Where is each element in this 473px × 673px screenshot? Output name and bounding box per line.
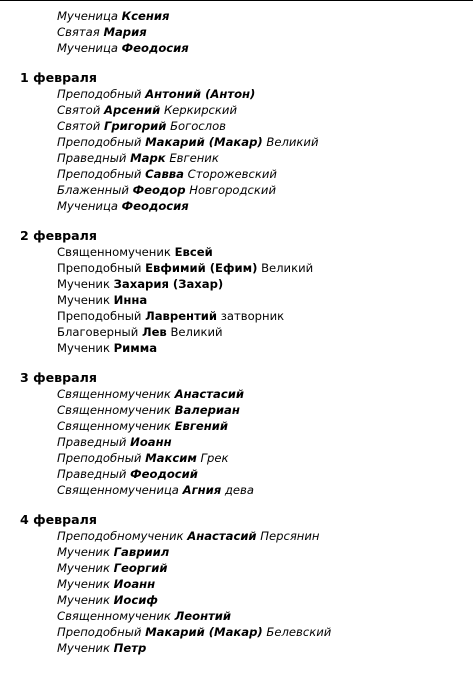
saint-title: Преподобный [57,135,142,149]
saint-title: Мученик [57,641,110,655]
saint-title: Мученик [57,593,110,607]
saint-title: Священномученик [57,419,171,433]
saint-entry [57,244,473,260]
saint-entry [57,260,473,276]
saint-title: Праведный [57,467,127,481]
saint-epithet: Белевский [266,625,332,639]
saint-name: Макарий (Макар) [145,625,263,639]
saint-title: Святая [57,25,100,39]
date-heading: 4 февраля [20,512,97,527]
saint-entry [57,386,473,402]
saint-name: Лаврентий [145,309,218,323]
saint-name: Арсений [103,103,161,117]
saint-entry [57,576,473,592]
saint-name: Феодор [132,183,186,197]
saints-list [0,244,473,356]
saint-epithet: Евгеник [169,151,219,165]
saint-name: Евсей [174,245,213,259]
saint-entry [57,308,473,324]
saint-name: Иоанн [113,577,156,591]
saint-name: Гавриил [113,545,170,559]
saint-epithet: Новгородский [189,183,276,197]
saint-title: Священномученик [57,245,171,259]
saint-title: Мученик [57,293,110,307]
saint-name: Петр [113,641,147,655]
saint-entry [57,198,473,214]
saint-title: Праведный [57,151,127,165]
saint-name: Иоанн [130,435,172,449]
saint-name: Марк [130,151,166,165]
day-section [0,512,473,656]
saint-title: Блаженный [57,183,129,197]
saint-name: Савва [145,167,184,181]
saints-list [0,386,473,498]
saint-entry [57,640,473,656]
day-section [0,8,473,56]
saint-epithet: Сторожевский [187,167,277,181]
saint-title: Праведный [57,435,127,449]
saint-name: Евгений [174,419,229,433]
saint-epithet: Великий [261,261,314,275]
day-section [0,70,473,214]
day-section [0,370,473,498]
saint-entry [57,134,473,150]
saint-entry [57,560,473,576]
saint-name: Феодосий [130,467,198,481]
saint-name: Ксения [121,9,170,23]
saint-title: Мученица [57,9,118,23]
top-rule [0,0,473,1]
saints-list [0,528,473,656]
saint-name: Лев [141,325,167,339]
saint-name: Валериан [174,403,240,417]
saint-title: Преподобный [57,309,142,323]
saint-entry [57,340,473,356]
saint-title: Священномученик [57,387,171,401]
saint-name: Агния [182,483,222,497]
saint-entry [57,276,473,292]
saint-name: Евфимий (Ефим) [145,261,258,275]
date-heading: 1 февраля [20,70,97,85]
saints-list [0,8,473,56]
saint-name: Максим [145,451,197,465]
day-section [0,228,473,356]
saint-title: Мученица [57,41,118,55]
saint-title: Мученик [57,545,110,559]
saint-entry [57,292,473,308]
saint-entry [57,544,473,560]
saint-title: Преподобный [57,451,142,465]
saint-epithet: Великий [266,135,319,149]
saint-title: Мученица [57,199,118,213]
saint-entry [57,86,473,102]
saint-title: Мученик [57,341,110,355]
saint-name: Леонтий [174,609,232,623]
saint-name: Феодосия [121,41,189,55]
saint-name: Георгий [113,561,168,575]
saint-entry [57,608,473,624]
saint-epithet: дева [224,483,254,497]
saint-epithet: Грек [200,451,229,465]
saint-name: Антоний (Антон) [145,87,256,101]
saint-title: Священномученик [57,609,171,623]
saints-list [0,86,473,214]
saint-name: Захария (Захар) [113,277,224,291]
saint-name: Иосиф [113,593,158,607]
saint-title: Мученик [57,577,110,591]
saint-entry [57,118,473,134]
saint-name: Инна [113,293,148,307]
saint-entry [57,418,473,434]
saint-title: Мученик [57,277,110,291]
date-heading: 3 февраля [20,370,97,385]
saint-entry [57,40,473,56]
saint-title: Преподобномученик [57,529,184,543]
saint-title: Преподобный [57,167,142,181]
saint-title: Мученик [57,561,110,575]
saint-name: Анастасий [187,529,257,543]
saint-entry [57,166,473,182]
saint-title: Священномученица [57,483,179,497]
saint-epithet: Персянин [260,529,320,543]
saint-name: Григорий [103,119,167,133]
saint-name: Макарий (Макар) [145,135,263,149]
saint-entry [57,324,473,340]
saint-epithet: Богослов [170,119,227,133]
saint-title: Святой [57,119,101,133]
saint-title: Благоверный [57,325,139,339]
saint-epithet: Великий [170,325,223,339]
saint-title: Преподобный [57,625,142,639]
saint-entry [57,592,473,608]
saint-name: Римма [113,341,158,355]
saint-entry [57,150,473,166]
saint-epithet: Керкирский [163,103,238,117]
saint-title: Священномученик [57,403,171,417]
saint-entry [57,8,473,24]
saint-entry [57,24,473,40]
saint-name: Феодосия [121,199,189,213]
saints-calendar-list [0,8,473,670]
saint-entry [57,450,473,466]
date-heading: 2 февраля [20,228,97,243]
saint-entry [57,528,473,544]
saint-entry [57,402,473,418]
saint-name: Анастасий [174,387,244,401]
saint-title: Преподобный [57,261,142,275]
saint-title: Преподобный [57,87,142,101]
saint-entry [57,434,473,450]
saint-entry [57,482,473,498]
saint-entry [57,182,473,198]
saint-entry [57,466,473,482]
saint-title: Святой [57,103,101,117]
saint-epithet: затворник [220,309,285,323]
saint-entry [57,624,473,640]
saint-entry [57,102,473,118]
saint-name: Мария [103,25,147,39]
